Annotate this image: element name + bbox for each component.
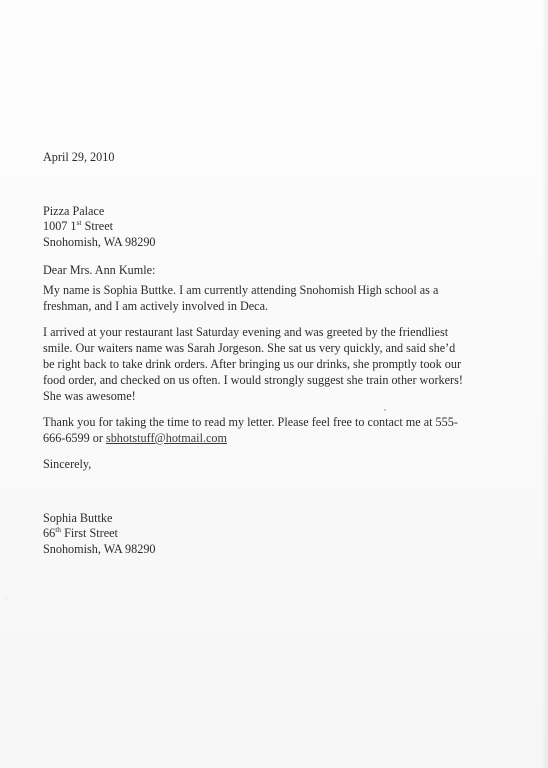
paragraph-2-line-3: be right back to take drink orders. After bringing us our drinks, she promptly took our <box>43 357 462 371</box>
closing: Sincerely, <box>43 457 92 471</box>
paragraph-3-line-1: Thank you for taking the time to read my letter. Please feel free to contact me at 555- <box>43 415 458 429</box>
paragraph-2-line-4: food order, and checked on us often. I would strongly suggest she train other workers! <box>43 373 463 387</box>
sender-street: 66th First Street <box>43 525 118 540</box>
scan-speck <box>384 409 386 411</box>
letter-date: April 29, 2010 <box>43 150 115 164</box>
recipient-name: Pizza Palace <box>43 204 105 218</box>
sender-name: Sophia Buttke <box>43 511 113 525</box>
sender-city: Snohomish, WA 98290 <box>43 542 156 556</box>
paragraph-3-line-2: 666-6599 or sbhotstuff@hotmail.com <box>43 431 227 445</box>
paragraph-2-line-1: I arrived at your restaurant last Saturday evening and was greeted by the friendliest <box>43 325 449 339</box>
scan-speck <box>6 598 7 599</box>
paragraph-1-line-2: freshman, and I am actively involved in Deca. <box>43 299 269 313</box>
email-link[interactable]: sbhotstuff@hotmail.com <box>105 431 227 445</box>
paragraph-2-line-2: smile. Our waiters name was Sarah Jorgeson. She sat us very quickly, and said she’d <box>43 341 456 355</box>
paragraph-2-line-5: She was awesome! <box>43 389 136 403</box>
salutation: Dear Mrs. Ann Kumle: <box>43 263 156 277</box>
paragraph-1-line-1: My name is Sophia Buttke. I am currently attending Snohomish High school as a <box>43 283 439 297</box>
recipient-city: Snohomish, WA 98290 <box>43 235 156 249</box>
page-edge-shadow <box>542 0 548 768</box>
recipient-street: 1007 1st Street <box>43 218 114 233</box>
